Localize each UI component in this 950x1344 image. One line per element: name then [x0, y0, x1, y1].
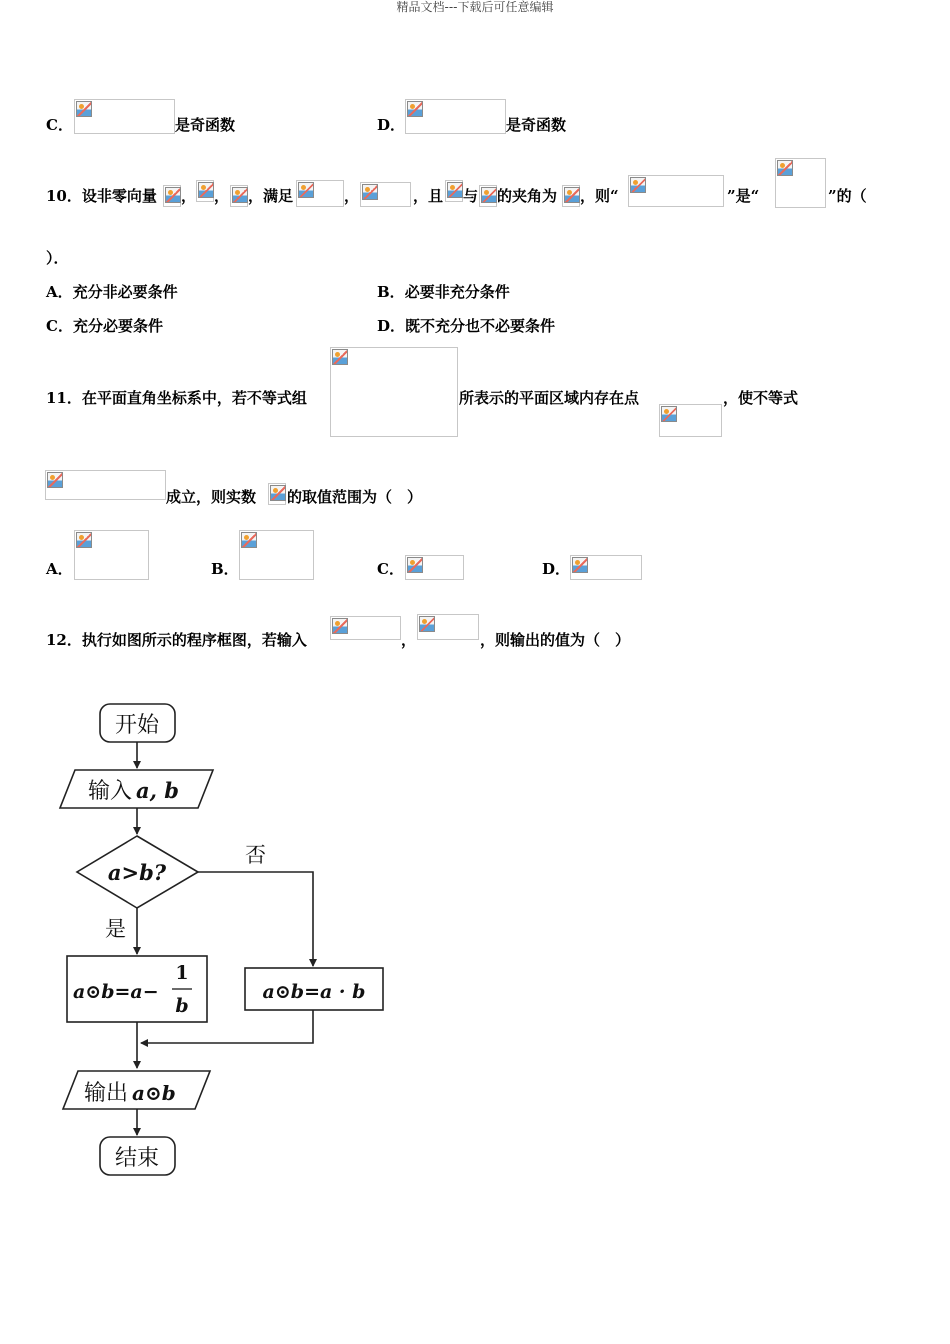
q11-option-c-label[interactable]: C．	[377, 560, 404, 578]
no-label: 否	[245, 843, 266, 867]
broken-image-icon	[230, 185, 248, 207]
broken-image-icon	[268, 483, 286, 505]
broken-image-icon	[445, 180, 463, 202]
q11-text-3: ，使不等式	[723, 389, 799, 407]
broken-image-icon	[405, 99, 506, 134]
q10-with: 与	[463, 187, 479, 205]
broken-image-icon	[330, 616, 401, 640]
broken-image-icon	[775, 158, 826, 208]
option-text: 充分非必要条件	[72, 283, 178, 301]
q11-option-a-label[interactable]: A．	[46, 560, 73, 578]
option-label: C．	[46, 317, 73, 335]
q10-text-1: 10．设非零向量	[46, 187, 157, 205]
option-text: 必要非充分条件	[404, 283, 510, 301]
q10-comma-3: ，	[344, 187, 360, 205]
q9-option-c-label: C．	[46, 116, 73, 134]
process-yes-denominator: b	[175, 995, 189, 1017]
q10-text-6: ”是“	[727, 187, 760, 205]
option-text: 充分必要条件	[72, 317, 163, 335]
q11-option-d-label[interactable]: D．	[542, 560, 571, 578]
end-label: 结束	[114, 1146, 160, 1171]
q12-comma: ，	[401, 631, 417, 649]
q12-text-2: ，则输出的值为（ ）	[480, 631, 631, 649]
option-label: B．	[377, 283, 405, 301]
decision-label: a>b?	[107, 860, 167, 885]
option-text: 既不充分也不必要条件	[405, 317, 556, 335]
q10-text-4: 的夹角为	[497, 187, 558, 205]
input-cn: 输入	[88, 779, 133, 804]
q11-text-1: 11．在平面直角坐标系中，若不等式组	[46, 389, 307, 407]
q11-text-4: 成立，则实数	[166, 488, 257, 506]
input-vars: a, b	[136, 778, 179, 803]
broken-image-icon	[45, 470, 166, 500]
program-flowchart	[50, 690, 395, 1185]
q10-option-b[interactable]	[377, 283, 510, 301]
q10-comma-1: ，	[181, 187, 197, 205]
broken-image-icon	[628, 175, 724, 207]
output-cn: 输出	[84, 1081, 129, 1106]
q10-text-7: ”的（	[828, 187, 867, 205]
broken-image-icon	[74, 99, 175, 134]
broken-image-icon	[296, 180, 344, 207]
broken-image-icon	[417, 614, 479, 640]
process-yes-numerator: 1	[175, 962, 189, 984]
q10-comma-2: ，	[214, 187, 230, 205]
broken-image-icon	[570, 555, 642, 580]
q11-option-b-label[interactable]: B．	[211, 560, 239, 578]
q11-text-5: 的取值范围为（ ）	[287, 488, 423, 506]
broken-image-icon	[196, 180, 214, 202]
q10-text-3: ，且	[413, 187, 444, 205]
broken-image-icon	[330, 347, 458, 437]
yes-label: 是	[105, 917, 126, 941]
q11-text-2: 所表示的平面区域内存在点	[459, 389, 640, 407]
arrow	[198, 872, 313, 966]
q10-text-8: ）．	[46, 249, 69, 267]
q10-text-2: ，满足	[248, 187, 294, 205]
option-label: A．	[46, 283, 73, 301]
broken-image-icon	[163, 185, 181, 207]
start-label: 开始	[114, 713, 160, 738]
q9-option-d-label: D．	[377, 116, 406, 134]
q10-option-a[interactable]	[46, 283, 178, 301]
option-label: D．	[377, 317, 406, 335]
broken-image-icon	[405, 555, 464, 580]
process-yes-expr: a⊙b=a−	[73, 981, 159, 1003]
broken-image-icon	[659, 404, 722, 437]
broken-image-icon	[74, 530, 149, 580]
q10-text-5: ，则“	[580, 187, 619, 205]
q9-option-d-text: 是奇函数	[506, 116, 567, 134]
broken-image-icon	[479, 185, 497, 207]
q12-text-1: 12．执行如图所示的程序框图，若输入	[46, 631, 307, 649]
process-no-expr: a⊙b=a · b	[262, 981, 366, 1003]
broken-image-icon	[360, 182, 411, 207]
q10-option-c[interactable]	[46, 317, 163, 335]
page-header: 精品文档---下载后可任意编辑	[396, 0, 554, 14]
q9-option-c-text: 是奇函数	[175, 116, 236, 134]
broken-image-icon	[239, 530, 314, 580]
output-expr: a⊙b	[132, 1081, 176, 1105]
broken-image-icon	[562, 185, 580, 207]
q10-option-d[interactable]	[377, 317, 555, 335]
